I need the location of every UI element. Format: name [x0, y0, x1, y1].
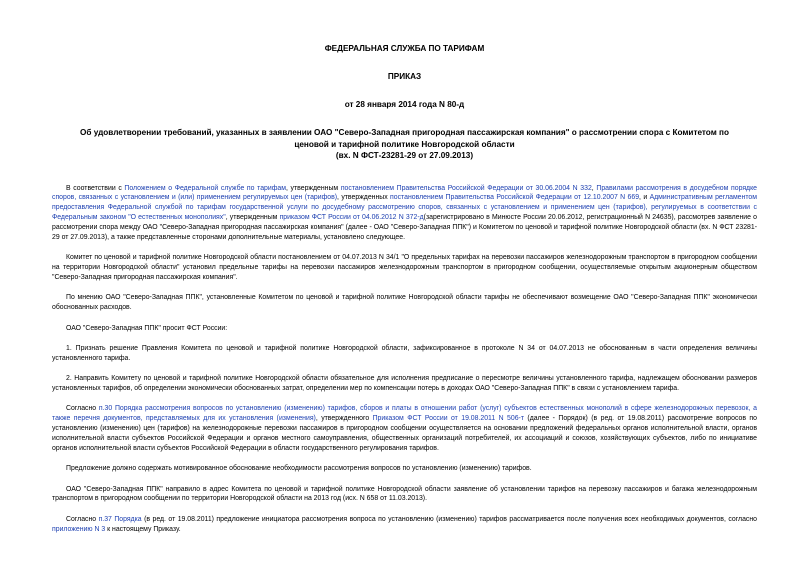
paragraph-company-opinion: По мнению ОАО "Северо-Западная ППК", установленные Комитетом по ценовой и тарифной политике Новгородской области тарифы не обеспечивают возмещение ОАО "Северо-Западная ППК" экономически обоснованных расходов. [52, 294, 757, 312]
paragraph-request-1: 1. Признать решение Правления Комитета по ценовой и тарифной политике Новгородской области, зафиксированное в протоколе N 34 от 04.07.2013 не обоснованным в части определения величины установленного тарифа. [52, 344, 757, 362]
link-clause-30[interactable]: п.30 [98, 405, 113, 413]
link-procedure-short[interactable]: Порядка [114, 515, 142, 523]
text: , утвержденных [337, 194, 391, 202]
text: В соответствии с [66, 184, 125, 192]
paragraph-procedure-p37 [52, 515, 757, 535]
link-administrative-regulation[interactable]: Административным регламентом предоставления Федеральной службой по тарифам государственной услуги по досудебному рассмотрению споров, связанных с установлением и применением цен (тарифов), регулируемых в соответствии с Федеральным законом "О естественных монополиях" [52, 194, 757, 222]
link-government-decree-669[interactable]: постановлением Правительства Российской Федерации от 12.10.2007 N 669 [390, 194, 640, 202]
link-fst-order-506[interactable]: Приказом ФСТ России от 19.08.2011 N 506-т [372, 415, 524, 423]
text: к настоящему Приказу. [105, 525, 181, 533]
text: , утвержденным [225, 214, 280, 222]
text: (в ред. от 19.08.2011) предложение инициатора рассмотрения вопроса по установлению (изменению) тарифов рассматривается после получения всех необходимых документов, согласно [141, 515, 757, 523]
link-appendix-3[interactable]: приложению N 3 [52, 525, 106, 533]
paragraph-proposal-requirement: Предложение должно содержать мотивированное обоснование необходимости рассмотрения вопросов по установлению (изменению) тарифов. [66, 465, 532, 473]
paragraph-company-application: ОАО "Северо-Западная ППК" направило в адрес Комитета по ценовой и тарифной политике Новгородской области заявление об установлении тарифов на перевозку пассажиров и багажа железнодорожным транспортом в пригородном сообщении по территории Новгородской области на 2013 год (исх. N 658 от 11.03.2013). [52, 485, 757, 503]
title-line-3: (вх. N ФСТ-23281-29 от 27.09.2013) [335, 151, 474, 160]
link-government-decree-332[interactable]: постановлением Правительства Российской Федерации от 30.06.2004 N 332 [340, 184, 592, 192]
text: , утвержденного [315, 415, 373, 423]
paragraph-procedure-p30 [52, 404, 757, 454]
agency-heading: ФЕДЕРАЛЬНАЯ СЛУЖБА ПО ТАРИФАМ [324, 44, 485, 53]
title-line-2: ценовой и тарифной политике Новгородской области [294, 139, 515, 149]
document-title [52, 127, 757, 162]
document-type: ПРИКАЗ [387, 72, 422, 81]
text: Согласно [66, 405, 99, 413]
link-fst-regulation[interactable]: Положением о Федеральной службе по тарифам [124, 184, 286, 192]
paragraph-committee-decree: Комитет по ценовой и тарифной политике Новгородской области постановлением от 04.07.2013 N 34/1 "О предельных тарифах на перевозки пассажиров железнодорожным транспортом в пригородном сообщении на территории Новгородской области" установил предельные тарифы на перевозки пассажиров железнодорожным транспортом в пригородном сообщении, осуществляемые открытым акционерным обществом "Северо-Западная пригородная пассажирская компания". [52, 254, 757, 282]
text: (зарегистрировано в Минюсте России 20.06.2012, регистрационный N 24635), рассмотрев заявление о рассмотрении спора между ОАО "Северо-Западная пригородная пассажирская компания" (далее - ОАО "Северо-Западная ППК") и Комитетом по ценовой и тарифной политике Новгородской области (вх. N ФСТ 23281-29 от 27.09.2013), а также представленные сторонами дополнительные материалы, установлено следующее. [52, 214, 758, 242]
link-clause-37[interactable]: п.37 [98, 515, 112, 523]
document-body [52, 184, 757, 535]
text: Согласно [66, 515, 99, 523]
text: , [591, 184, 597, 192]
link-procedure[interactable]: Порядка рассмотрения вопросов по установлению (изменению) тарифов, сборов и платы в отношении работ (услуг) субъектов естественных монополий в сфере железнодорожных перевозок, а также перечня документов, представляемых для их установления (изменения) [52, 405, 758, 423]
paragraph-request-intro: ОАО "Северо-Западная ППК" просит ФСТ России: [66, 324, 228, 332]
paragraph-preamble [52, 184, 757, 243]
link-fst-order-372[interactable]: приказом ФСТ России от 04.06.2012 N 372-д [279, 214, 424, 222]
text: , утвержденным [285, 184, 341, 192]
text: (далее - Порядок) (в ред. от 19.08.2011) рассмотрение вопросов по установлению (изменению) цен (тарифов) на железнодорожные перевозки пассажиров в пригородном сообщении осуществляется на основании предложений федеральных органов исполнительной власти, органов исполнительной власти субъектов Российской Федерации и органов местного самоуправления, общественных организаций потребителей, их ассоциаций и союзов, хозяйствующих субъектов, либо по инициативе органов исполнительной власти субъектов Российской Федерации в области государственного регулирования тарифов. [52, 415, 757, 452]
title-line-1: Об удовлетворении требований, указанных в заявлении ОАО "Северо-Западная пригородная пассажирская компания" о рассмотрении спора с Комитетом по [80, 128, 729, 137]
link-dispute-rules[interactable]: Правилами рассмотрения в досудебном порядке споров, связанных с установлением и (или) применением регулируемых цен (тарифов) [52, 184, 757, 202]
document-date-number: от 28 января 2014 года N 80-д [344, 100, 465, 109]
paragraph-request-2: 2. Направить Комитету по ценовой и тарифной политике Новгородской области обязательное для исполнения предписание о пересмотре величины установленного тарифа, надлежащем обосновании размеров установленных тарифов, об определении экономически обоснованных затрат, определении мер по компенсации потерь в доходах ОАО "Северо-Западная ППК" в связи с установлением тарифа. [52, 375, 757, 393]
text: , и [639, 194, 650, 202]
